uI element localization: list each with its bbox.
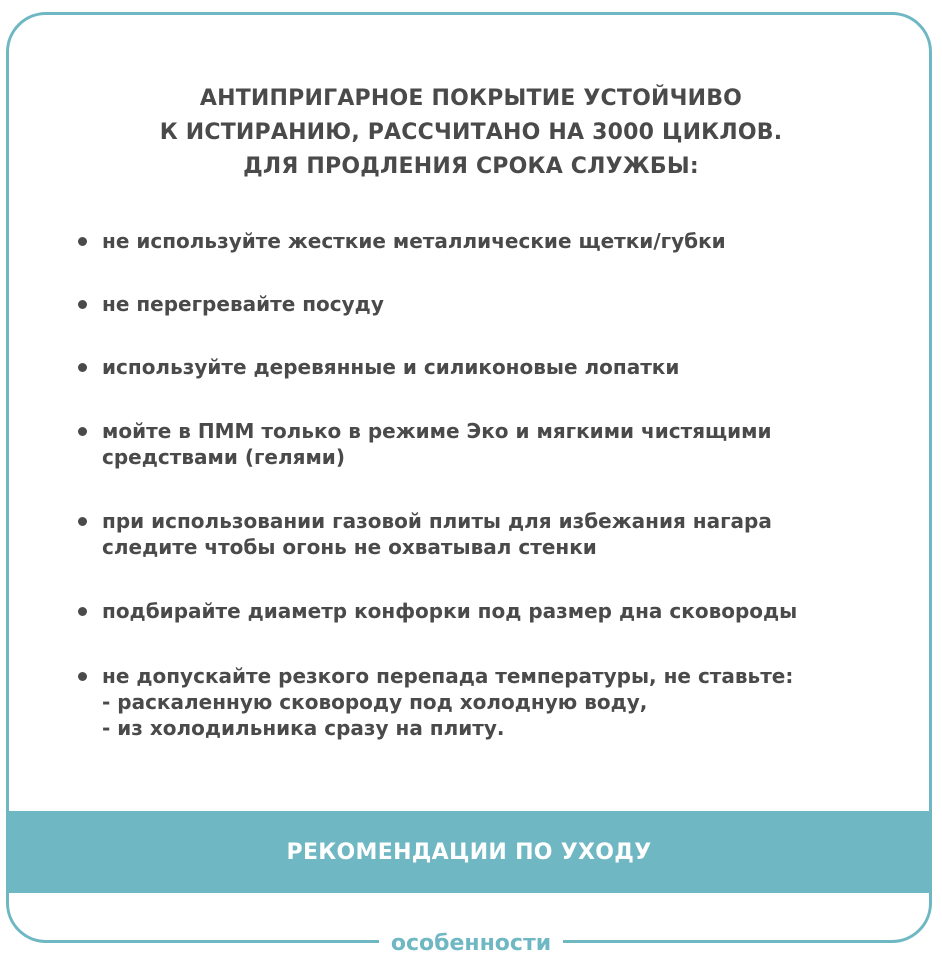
care-tip-line: средствами (гелями)	[102, 445, 345, 469]
care-tip-line: не перегревайте посуду	[102, 292, 384, 316]
intro-heading-line: АНТИПРИГАРНОЕ ПОКРЫТИЕ УСТОЙЧИВО	[199, 86, 743, 111]
care-tip-burner-diameter	[78, 598, 878, 624]
bullet-icon	[78, 517, 87, 526]
care-tip-line: при использовании газовой плиты для избежания нагара	[102, 509, 772, 533]
bullet-icon	[78, 607, 87, 616]
care-tip-no-metal-brushes	[78, 228, 878, 254]
care-tip-line: следите чтобы огонь не охватывал стенки	[102, 535, 597, 559]
care-tips-list	[78, 228, 878, 741]
care-tip-gas-stove	[78, 508, 878, 560]
care-tip-line: используйте деревянные и силиконовые лопатки	[102, 355, 680, 379]
intro-heading	[0, 82, 942, 184]
care-tip-line: не допускайте резкого перепада температуры, не ставьте:	[102, 664, 794, 688]
bullet-icon	[78, 363, 87, 372]
care-tip-line: - из холодильника сразу на плиту.	[102, 716, 505, 740]
bullet-icon	[78, 672, 87, 681]
bullet-icon	[78, 300, 87, 309]
care-tip-line: не используйте жесткие металлические щетки/губки	[102, 229, 726, 253]
intro-heading-line: К ИСТИРАНИЮ, РАССЧИТАНО НА 3000 ЦИКЛОВ.	[159, 120, 783, 145]
features-footer	[0, 929, 942, 959]
care-recommendations-banner	[6, 811, 932, 893]
care-tip-wooden-spatulas	[78, 354, 878, 380]
features-footer-label: особенности	[379, 929, 563, 959]
bullet-icon	[78, 237, 87, 246]
care-tip-line: - раскаленную сковороду под холодную воду,	[102, 690, 648, 714]
care-tip-line: подбирайте диаметр конфорки под размер дна сковороды	[102, 599, 798, 623]
care-tip-temperature-shock	[78, 663, 878, 741]
care-tip-no-overheat	[78, 291, 878, 317]
bullet-icon	[78, 427, 87, 436]
care-tip-line: мойте в ПММ только в режиме Эко и мягкими чистящими	[102, 419, 772, 443]
care-tip-dishwasher-eco	[78, 418, 878, 470]
intro-heading-line: ДЛЯ ПРОДЛЕНИЯ СРОКА СЛУЖБЫ:	[243, 154, 699, 179]
banner-title: РЕКОМЕНДАЦИИ ПО УХОДУ	[286, 839, 652, 865]
